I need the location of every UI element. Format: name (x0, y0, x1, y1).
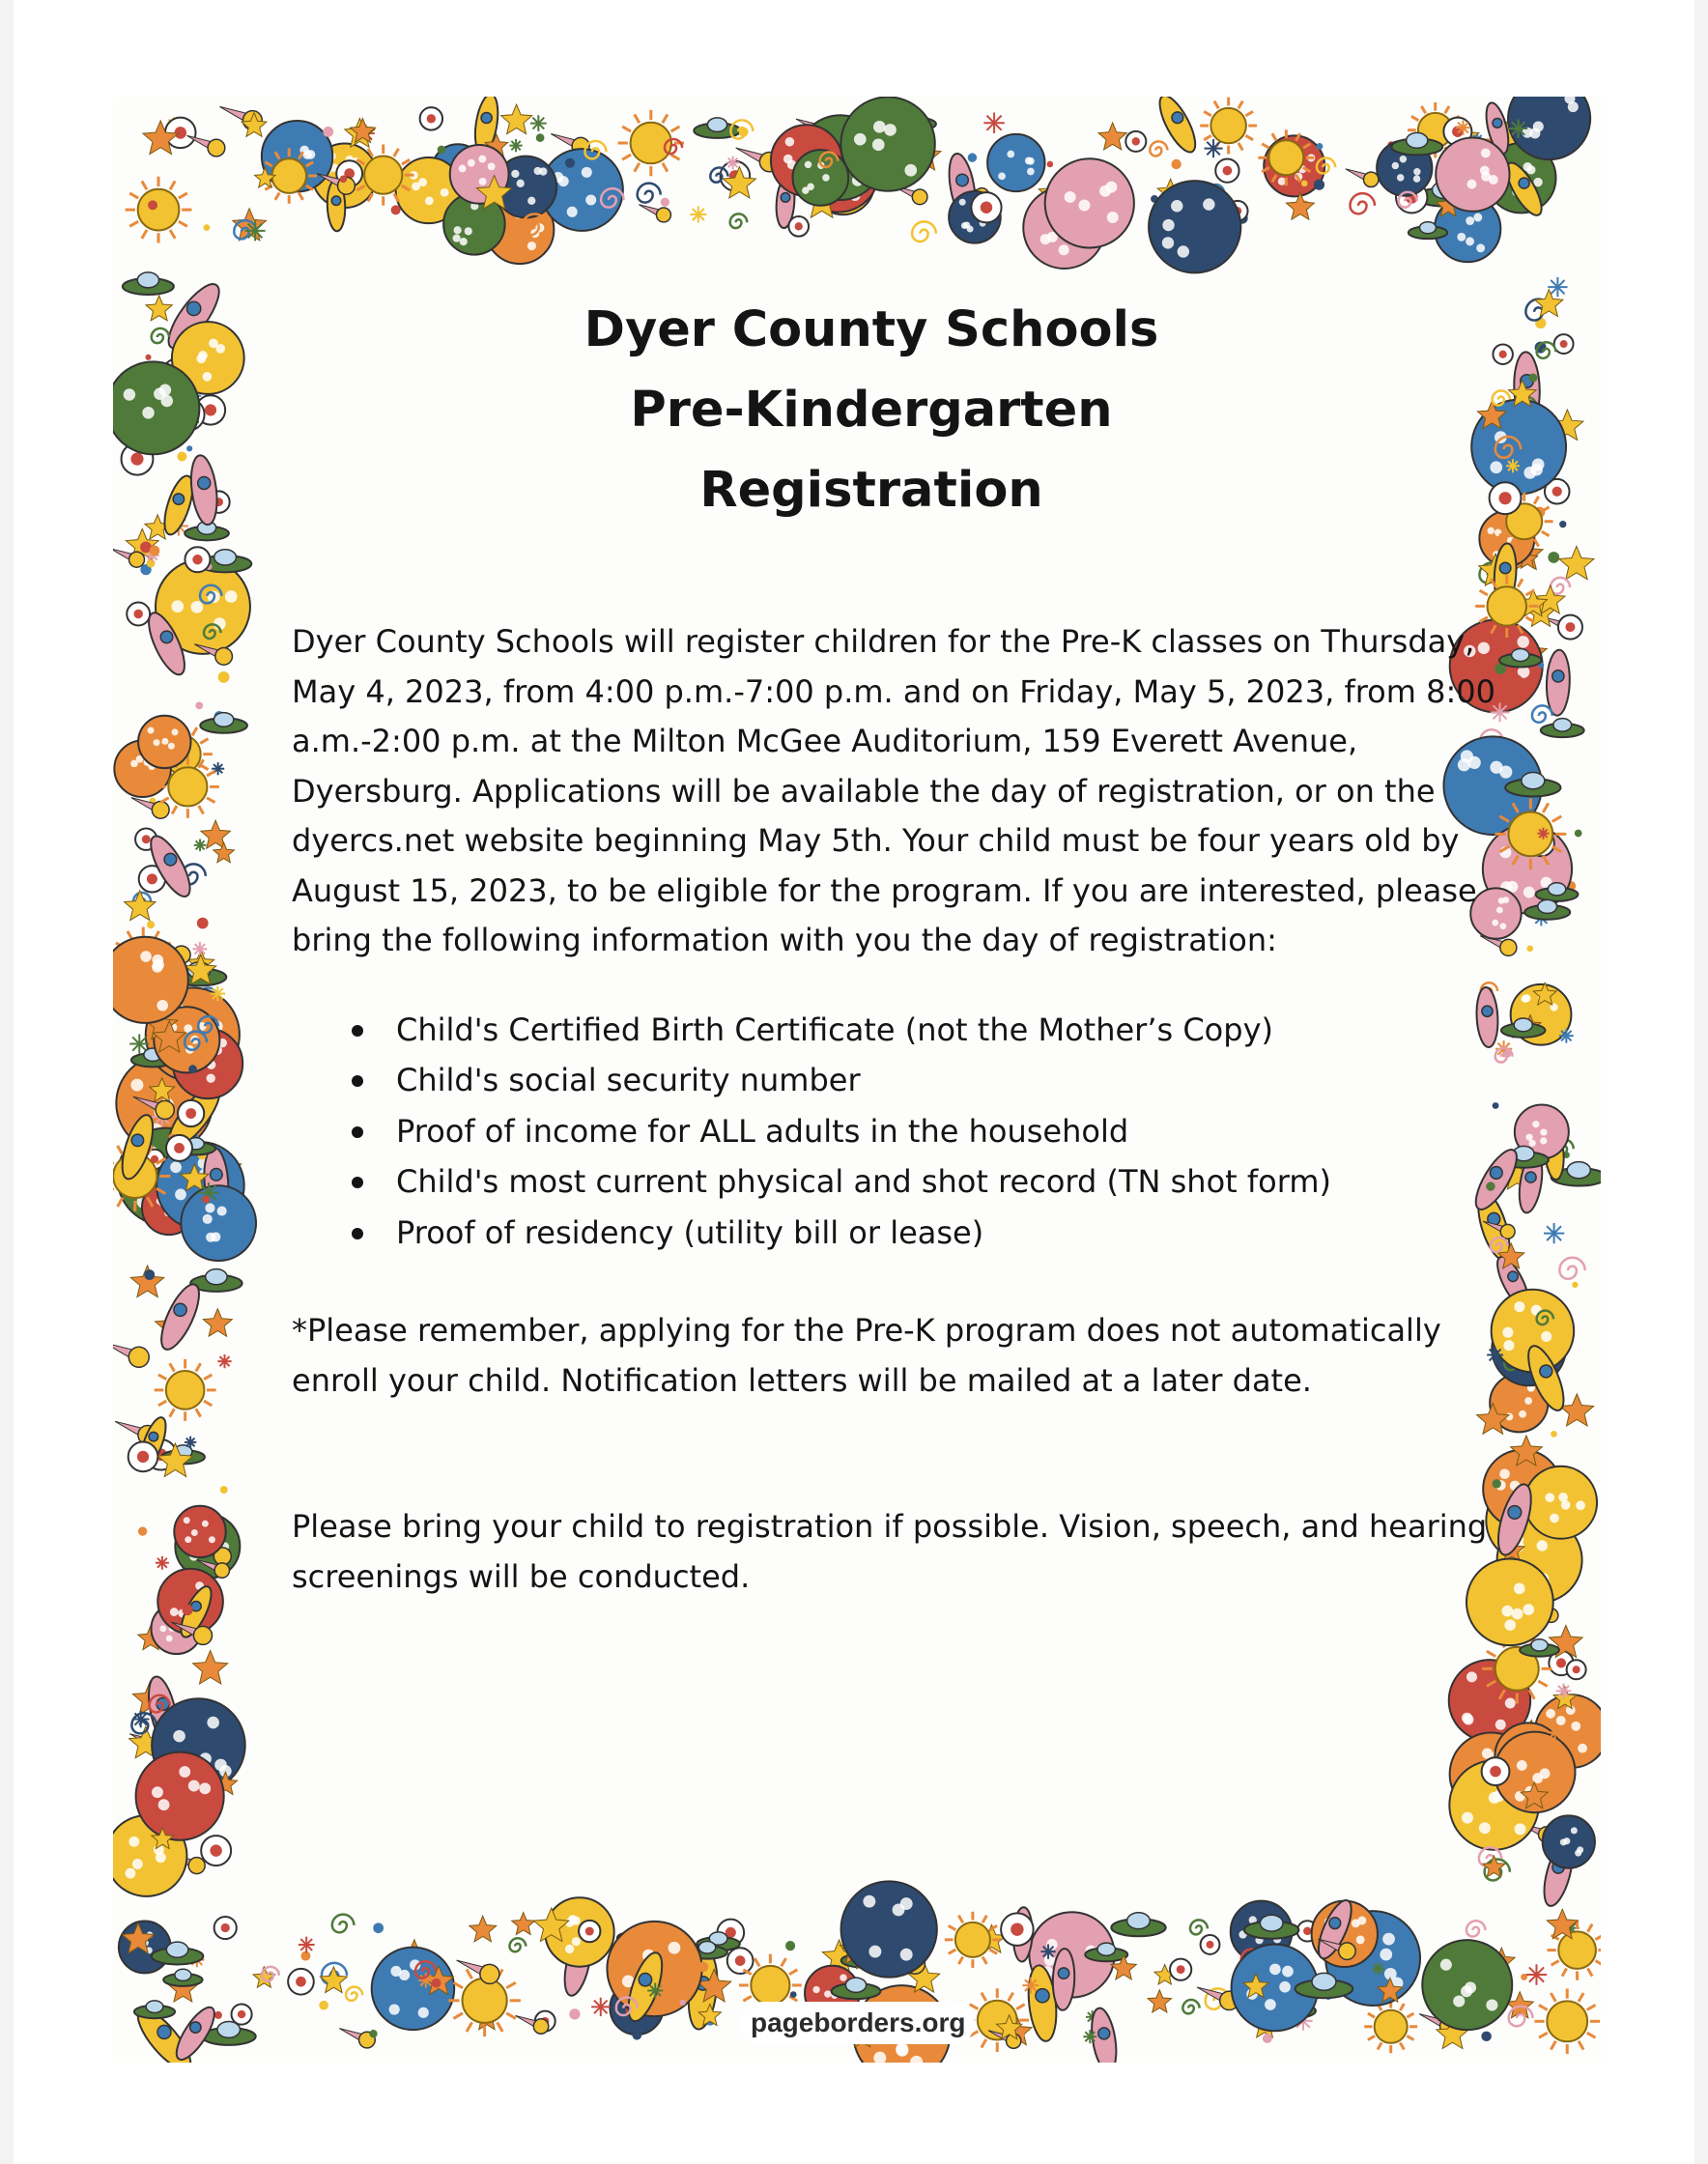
dot-icon (536, 133, 545, 142)
asterisk-icon (194, 840, 207, 852)
remember-note: *Please remember, applying for the Pre-K program does not automatically enroll your child. Notification letters will be mailed at a later date. (292, 1312, 1441, 1399)
ring-icon (201, 1836, 231, 1865)
comet-icon (639, 205, 670, 222)
planet-icon (1149, 181, 1240, 272)
rocket-icon (187, 454, 220, 527)
asterisk-icon (192, 942, 207, 956)
asterisk-icon (1040, 1944, 1055, 1958)
star-icon (214, 842, 235, 863)
asterisk-icon (1372, 1963, 1384, 1976)
ring-icon (1482, 1757, 1510, 1785)
star-icon (1560, 1394, 1594, 1426)
ring-icon (727, 1948, 754, 1974)
planet-icon (113, 937, 188, 1023)
bullet-dot (352, 1126, 363, 1138)
dot-icon (1572, 1282, 1578, 1288)
swirl-icon (1190, 1920, 1208, 1934)
swirl-icon (1182, 2000, 1199, 2013)
bullet-dot (352, 1177, 363, 1188)
swirl-icon (1466, 1921, 1486, 1936)
star-icon (193, 1651, 228, 1684)
dot-icon (147, 559, 156, 568)
asterisk-icon (1548, 1724, 1563, 1740)
dot-icon (144, 1269, 155, 1280)
dot-icon (1559, 521, 1566, 527)
dot-icon (432, 1979, 441, 1988)
requirement-text: Proof of residency (utility bill or lease) (396, 1213, 984, 1251)
asterisk-icon (1526, 1964, 1547, 1984)
star-icon (1098, 123, 1126, 150)
ufo-icon (694, 118, 740, 138)
asterisk-icon (1559, 1029, 1574, 1043)
asterisk-icon (1456, 120, 1470, 134)
requirement-item (350, 1208, 1557, 1259)
swirl-icon (912, 221, 936, 242)
dot-icon (565, 158, 575, 168)
asterisk-icon (690, 206, 706, 222)
dot-icon (1575, 830, 1582, 838)
dot-icon (968, 153, 977, 161)
dot-icon (148, 200, 157, 210)
dot-icon (391, 205, 401, 214)
planet-icon (113, 361, 199, 454)
dot-icon (373, 1922, 384, 1933)
dot-icon (1301, 181, 1308, 187)
asterisk-icon (647, 1983, 663, 1999)
asterisk-icon (211, 986, 226, 1002)
requirements-list (292, 1005, 1557, 1259)
planet-icon (1543, 1815, 1595, 1867)
dot-icon (183, 1605, 193, 1615)
dot-icon (661, 198, 669, 207)
bring-child-note: Please bring your child to registration if possible. Vision, speech, and hearing screenings will be conducted. (292, 1508, 1488, 1595)
sun-icon (1534, 1989, 1600, 2055)
title-line-registration: Registration (699, 462, 1043, 519)
requirement-item (350, 1106, 1557, 1157)
ring-icon (166, 1135, 192, 1161)
sun-icon (155, 1359, 216, 1421)
ring-icon (128, 1442, 158, 1472)
planet-icon (987, 134, 1044, 191)
ring-icon (1001, 1913, 1034, 1946)
requirement-text: Child's social security number (396, 1062, 861, 1098)
dot-icon (147, 921, 155, 928)
requirement-item (350, 1005, 1557, 1056)
ring-icon (232, 2005, 252, 2025)
sun-icon (126, 177, 192, 243)
dot-icon (150, 546, 160, 556)
asterisk-icon (983, 112, 1005, 133)
flyer-title (292, 290, 1451, 530)
swirl-icon (730, 214, 748, 228)
planet-icon (1422, 1940, 1512, 2030)
asterisk-icon (156, 1556, 169, 1570)
swirl-icon (1150, 141, 1167, 156)
star-icon (320, 1967, 347, 1993)
star-icon (203, 1309, 232, 1337)
dot-icon (138, 1526, 147, 1535)
dot-icon (220, 1486, 228, 1494)
star-icon (125, 891, 156, 921)
ring-icon (185, 547, 210, 572)
dot-icon (204, 224, 211, 231)
dot-icon (186, 445, 192, 451)
dot-icon (1263, 2034, 1272, 2043)
comet-icon (1346, 169, 1379, 187)
ufo-icon (134, 2001, 175, 2018)
asterisk-icon (1083, 2030, 1096, 2043)
swirl-icon (1559, 1258, 1584, 1279)
comet-icon (187, 135, 225, 157)
dot-icon (438, 146, 446, 155)
requirement-item (350, 1055, 1557, 1106)
ring-icon (1201, 1935, 1220, 1954)
sun-icon (1200, 98, 1257, 155)
star-icon (470, 1916, 497, 1942)
asterisk-icon (530, 115, 547, 131)
planet-icon (1436, 137, 1509, 211)
ring-icon (1125, 131, 1146, 152)
dot-icon (214, 2011, 222, 2019)
title-line-program: Pre-Kindergarten (630, 382, 1113, 439)
swirl-icon (1350, 193, 1375, 214)
requirement-text: Child's Certified Birth Certificate (not the Mother’s Copy) (396, 1011, 1273, 1048)
dot-icon (218, 671, 230, 683)
planet-icon (138, 716, 190, 768)
asterisk-icon (726, 157, 740, 170)
bullet-dot (352, 1075, 363, 1087)
ring-icon (1170, 1959, 1191, 1980)
requirement-text: Proof of income for ALL adults in the household (396, 1112, 1129, 1150)
ring-icon (178, 1100, 204, 1126)
dot-icon (1481, 2032, 1491, 2041)
planet-icon (1045, 158, 1134, 247)
dot-icon (1316, 143, 1323, 150)
dot-icon (202, 1196, 210, 1204)
star-icon (501, 104, 532, 134)
ufo-icon (163, 1969, 202, 1986)
flyer-content (292, 290, 1557, 1602)
dot-icon (1171, 159, 1181, 169)
star-icon (1559, 546, 1594, 579)
swirl-icon (638, 184, 661, 203)
star-icon (146, 296, 172, 321)
asterisk-icon (418, 1973, 433, 1987)
asterisk-icon (185, 1437, 196, 1448)
ring-icon (214, 1917, 237, 1939)
dot-icon (1041, 2017, 1048, 2024)
ring-icon (788, 216, 809, 237)
dot-icon (632, 2031, 641, 2040)
dot-icon (177, 452, 186, 462)
dot-icon (785, 1941, 795, 1950)
screenshot-background (14, 0, 1694, 2164)
star-icon (1148, 1990, 1171, 2012)
ufo-icon (1111, 1913, 1165, 1937)
dot-icon (569, 2008, 580, 2019)
ring-icon (1567, 1660, 1586, 1679)
asterisk-icon (1205, 139, 1223, 157)
dot-icon (323, 127, 333, 137)
asterisk-icon (1022, 1978, 1039, 1994)
sun-icon (1364, 2000, 1417, 2053)
asterisk-icon (217, 1354, 231, 1368)
asterisk-icon (1509, 119, 1527, 137)
ufo-icon (123, 272, 174, 295)
dot-icon (1314, 180, 1324, 190)
asterisk-icon (245, 220, 266, 241)
intro-paragraph: Dyer County Schools will register children for the Pre-K classes on Thursday, May 4, 2023, from 4:00 p.m.-7:00 p.m. and on Friday, May 5, 2023, from 8:00 a.m.-2:00 p.m. at the Milton McGee Auditorium, 159 Everett Avenue, Dyersburg. Applications will be available the day of registration, or on the dyercs.net website beginning May 5th. Your child must be four years old by August 15, 2023, to be eligible for the program. If you are interested, please bring the following information with you the day of registration: (292, 623, 1495, 958)
sun-icon (945, 1912, 1001, 1968)
dot-icon (697, 1962, 708, 1973)
planet-icon (174, 1506, 225, 1557)
swirl-icon (332, 1915, 355, 1933)
star-icon (512, 1913, 535, 1935)
planet-icon (841, 1881, 937, 1977)
ring-icon (288, 1969, 314, 1995)
ring-icon (1558, 615, 1582, 640)
sun-icon (618, 110, 684, 176)
comet-icon (113, 1343, 149, 1367)
ufo-icon (200, 713, 247, 733)
dot-icon (197, 918, 209, 929)
planet-icon (840, 97, 934, 190)
dot-icon (680, 2000, 686, 2006)
rocket-icon (154, 1279, 206, 1353)
bullet-dot (352, 1228, 363, 1239)
swirl-icon (152, 328, 169, 343)
ring-icon (579, 1921, 600, 1942)
comet-icon (339, 2029, 375, 2048)
requirement-text: Child's most current physical and shot record (TN shot form) (396, 1163, 1331, 1200)
ring-icon (1215, 158, 1238, 182)
dot-icon (790, 1991, 797, 1998)
title-line-school: Dyer County Schools (584, 301, 1159, 358)
asterisk-icon (509, 139, 522, 152)
flyer-page (113, 97, 1601, 2063)
dot-icon (200, 1723, 206, 1728)
ring-icon (420, 107, 442, 129)
planet-icon (181, 1185, 256, 1261)
dot-icon (369, 2030, 377, 2037)
dot-icon (1047, 161, 1054, 168)
asterisk-icon (299, 1937, 315, 1953)
dot-icon (319, 2001, 328, 2010)
bullet-dot (352, 1025, 363, 1037)
asterisk-icon (132, 1711, 150, 1728)
dot-icon (195, 701, 203, 709)
swirl-icon (510, 1938, 527, 1951)
border-credit-label: pageborders.org (741, 2002, 975, 2044)
dot-icon (145, 355, 151, 360)
dot-icon (188, 1065, 197, 1073)
ring-icon (971, 192, 1001, 222)
ring-icon (127, 603, 150, 626)
asterisk-icon (591, 1998, 610, 2016)
requirement-item (350, 1156, 1557, 1208)
planet-icon (136, 1752, 224, 1840)
swirl-icon (346, 1987, 362, 2001)
dot-icon (340, 175, 348, 183)
asterisk-icon (1556, 1684, 1572, 1699)
